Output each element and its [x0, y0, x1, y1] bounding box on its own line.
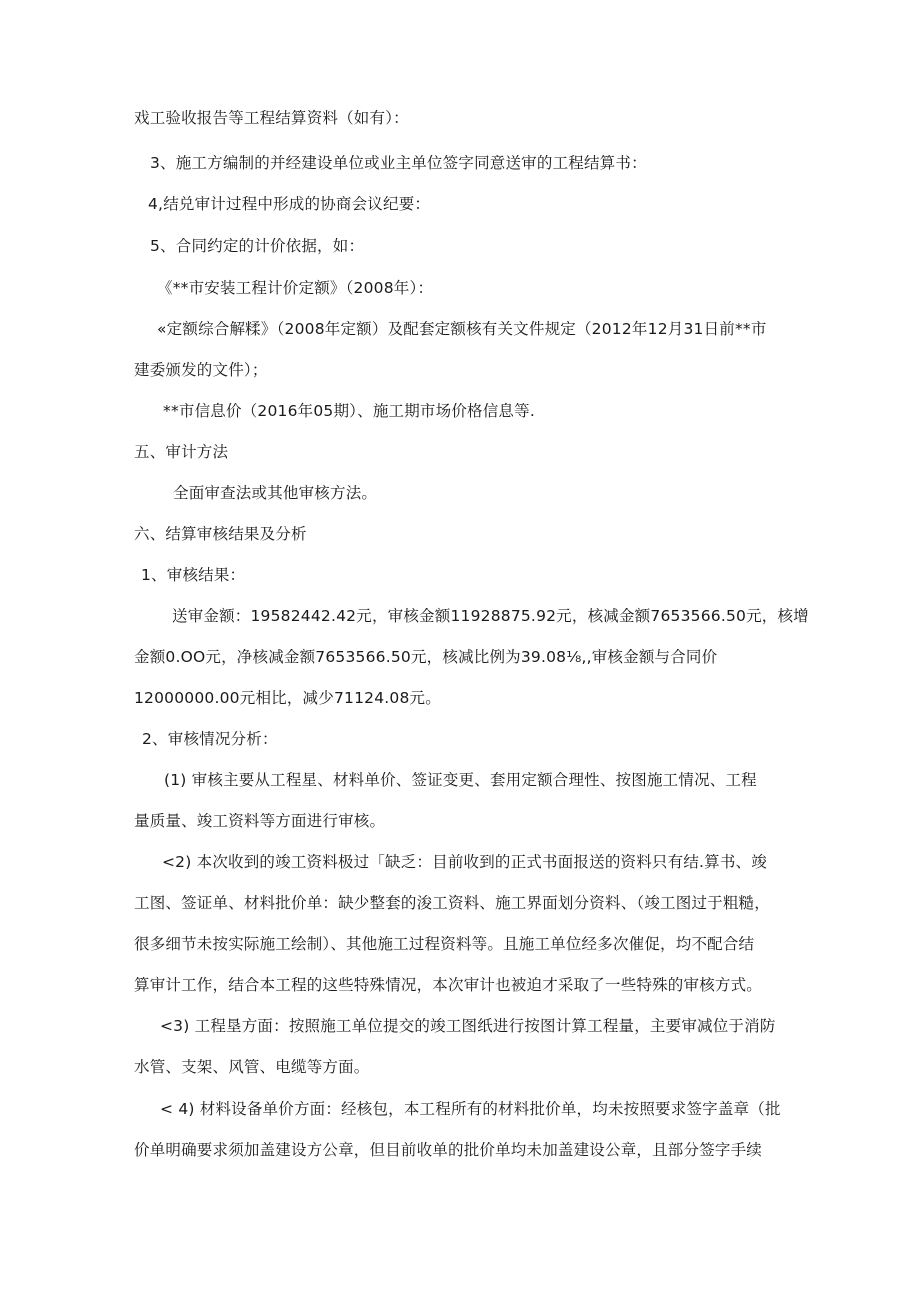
text-line: <2) 本次收到的竣工资料极过「缺乏：目前收到的正式书面报送的资料只有结.算书、竣: [162, 853, 767, 871]
text-line: < 4) 材料设备单价方面：经核包，本工程所有的材料批价单，均未按照要求签字盖章（批: [160, 1100, 781, 1118]
text-line: 金额0.OO元，净核减金额7653566.50元，核减比例为39.08⅛,,审核金额与合同价: [134, 648, 718, 666]
section-heading: 五、审计方法: [134, 443, 229, 461]
text-line: 戏工验收报告等工程结算资料（如有）：: [134, 109, 409, 127]
text-line: (1) 审核主要从工程星、材料单价、签证变更、套用定额合理性、按图施工情况、工程: [164, 771, 757, 789]
text-line: 5、合同约定的计价依据，如：: [150, 237, 365, 255]
text-line: 3、施工方编制的并经建设单位或业主单位签字同意送审的工程结算书：: [150, 154, 647, 172]
text-line: 2、审核情况分析：: [142, 730, 278, 748]
text-line: **市信息价（2016年05期）、施工期市场价格信息等.: [163, 402, 535, 420]
section-heading: 六、结算审核结果及分析: [134, 525, 307, 543]
text-line: 送审金额：19582442.42元，审核金额11928875.92元，核减金额7653566.50元，核增: [172, 607, 809, 625]
text-line: «定额综合解糅》（2008年定额）及配套定额核有关文件规定（2012年12月31日前**市: [157, 320, 767, 338]
text-line: 全面审查法或其他审核方法。: [173, 484, 378, 502]
text-line: 12000000.00元相比，减少71124.08元。: [134, 689, 441, 707]
text-line: 建委颁发的文件）；: [134, 361, 268, 379]
text-line: 价单明确要求须加盖建设方公章，但目前收单的批价单均未加盖建设公章，且部分签字手续: [134, 1141, 763, 1159]
text-line: 水管、支架、风管、电缆等方面。: [134, 1058, 370, 1076]
text-line: 量质量、竣工资料等方面进行审核。: [134, 812, 386, 830]
text-line: <3) 工程垦方面：按照施工单位提交的竣工图纸进行按图计算工程量，主要审减位于消防: [160, 1017, 776, 1035]
text-line: 1、审核结果：: [141, 566, 246, 584]
text-line: 《**市安装工程计价定额》（2008年）：: [157, 279, 434, 297]
text-line: 算审计工作，结合本工程的这些特殊情况，本次审计也被迫才采取了一些特殊的审核方式。: [134, 976, 763, 994]
text-line: 工图、签证单、材料批价单：缺少整套的浚工资料、施工界面划分资料、（竣工图过于粗糙，: [134, 894, 770, 912]
text-line: 很多细节未按实际施工绘制）、其他施工过程资料等。且施工单位经多次催促，均不配合结: [134, 935, 755, 953]
text-line: 4,结兑审计过程中形成的协商会议纪要：: [148, 195, 431, 213]
